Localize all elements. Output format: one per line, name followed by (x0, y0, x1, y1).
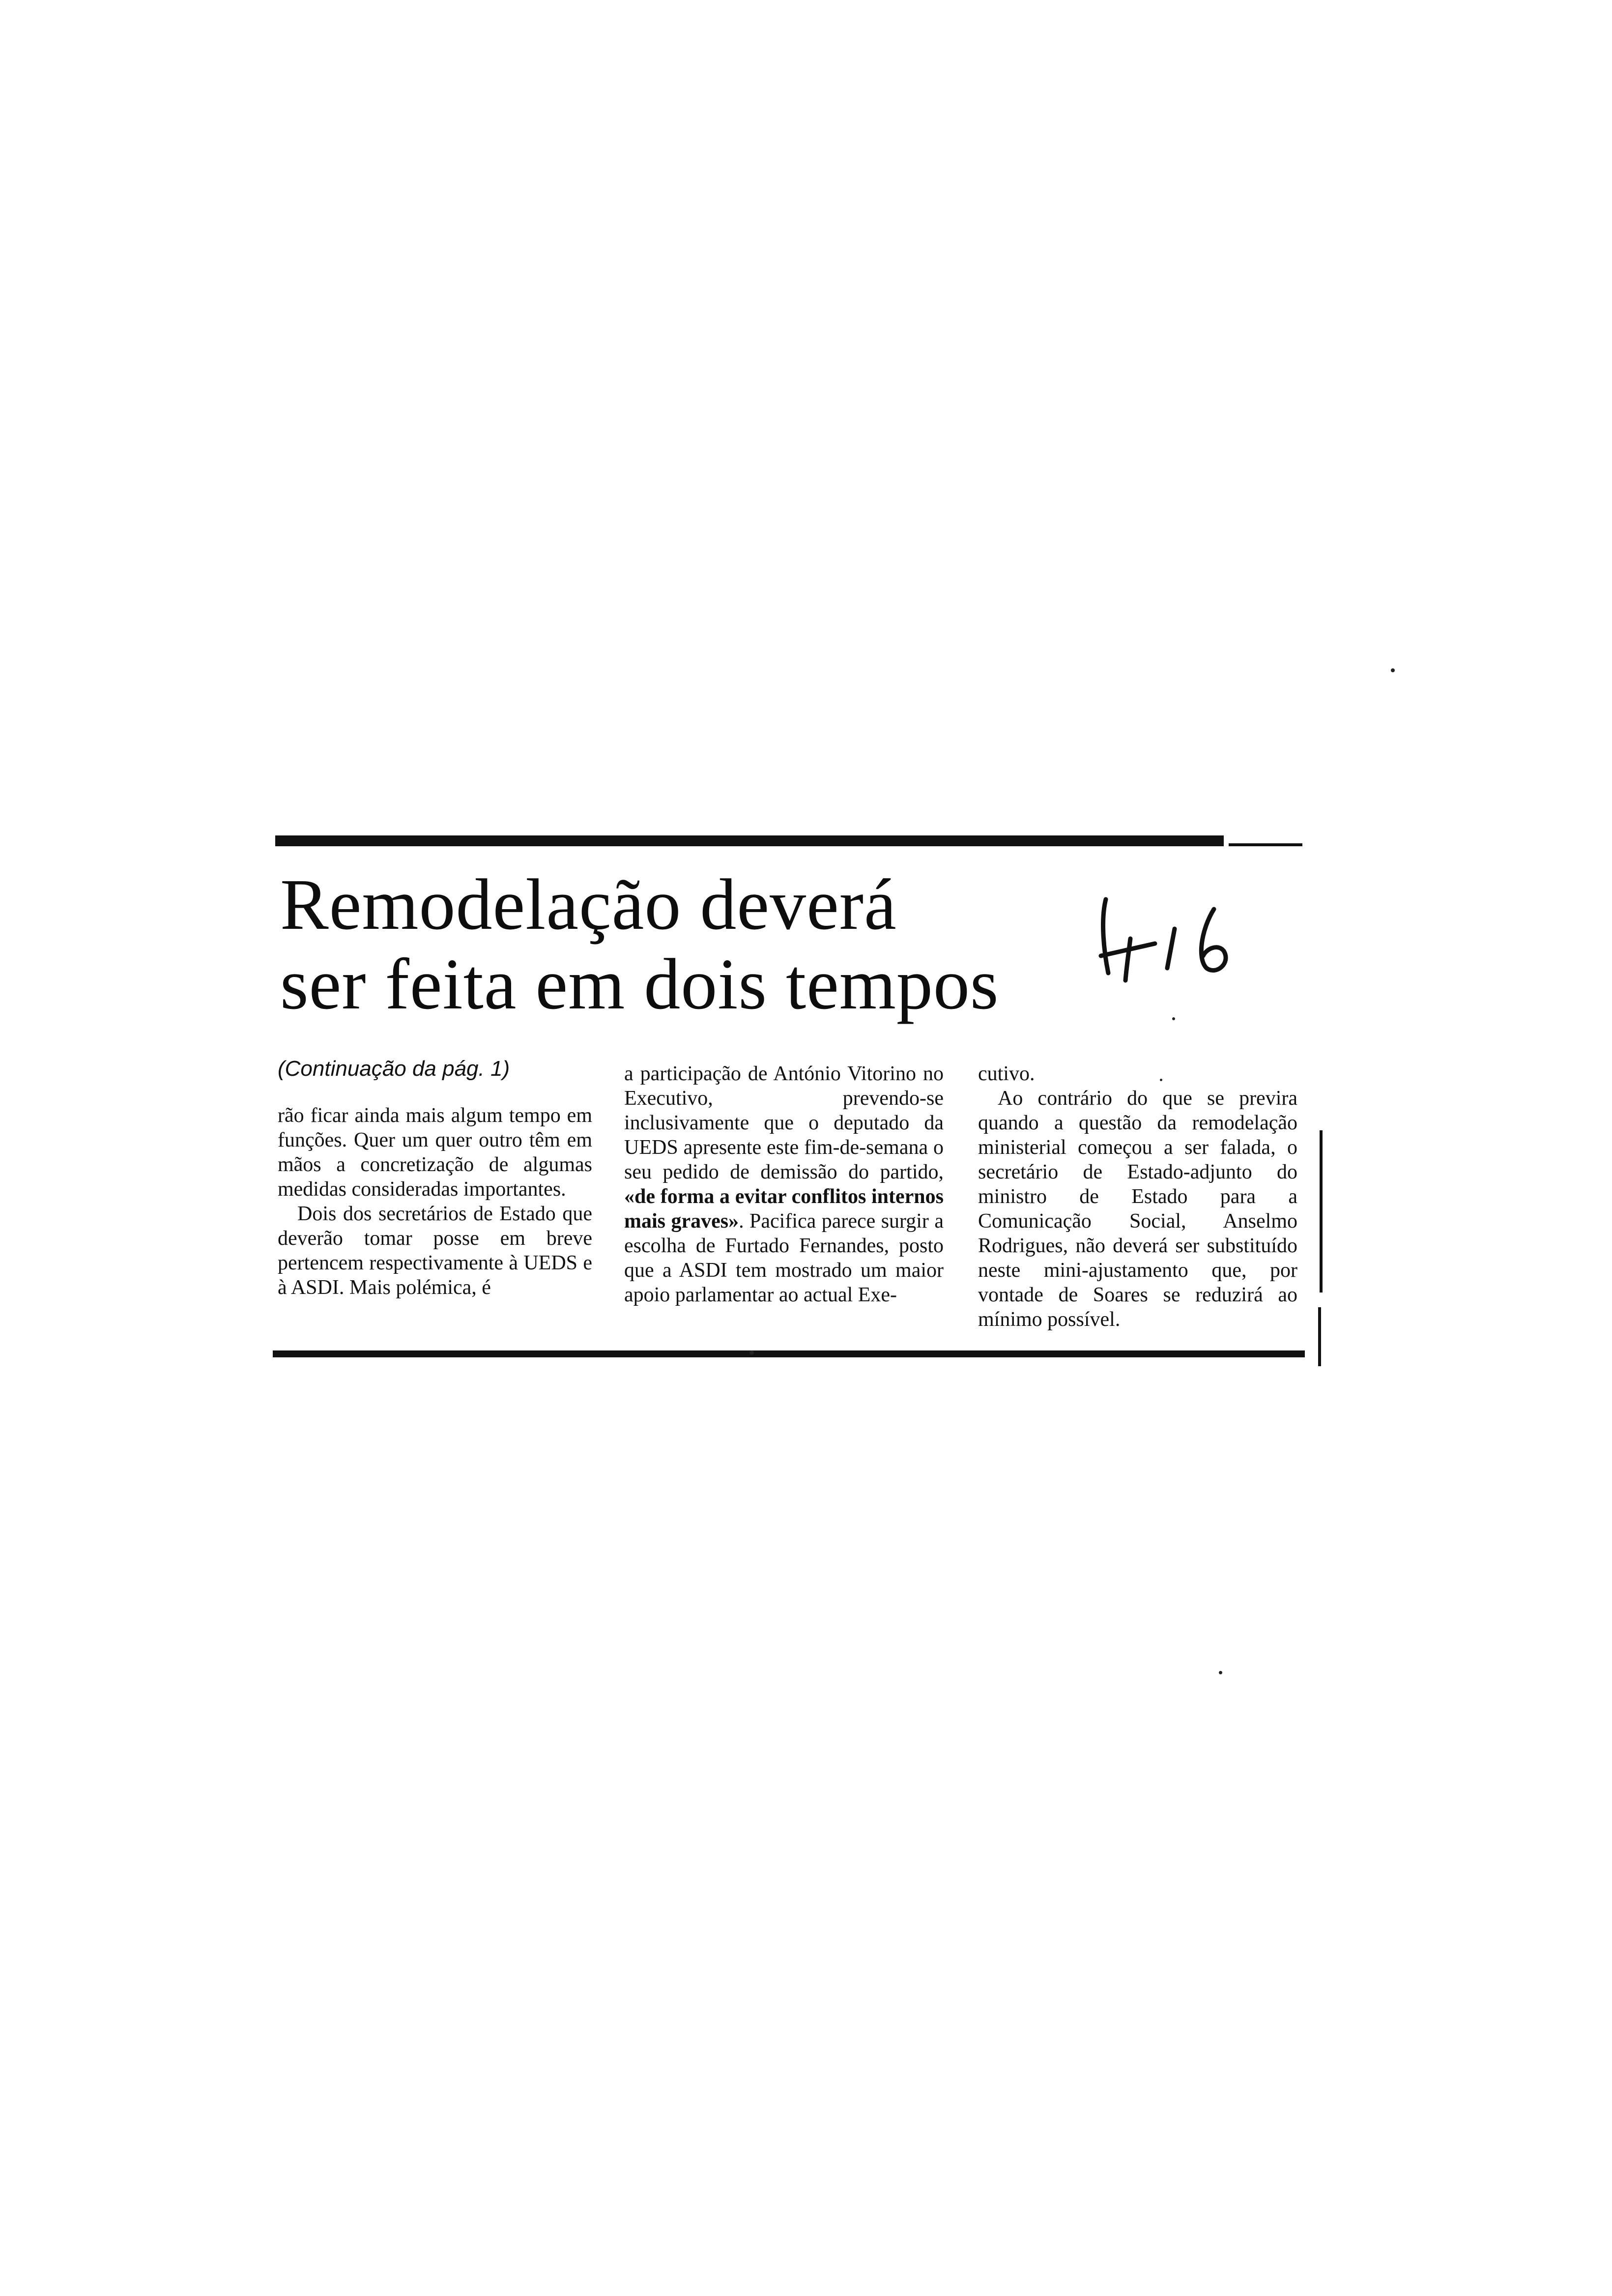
margin-mark-line-lower (1318, 1307, 1321, 1366)
headline-line-2: ser feita em dois tempos (280, 944, 999, 1025)
column-3-paragraph-2: Ao contrário do que se previra quando a questão da remodelação ministerial começou a ser falada, o secretário de Estado-adjunto do ministro de Estado para a Comunicação Social, Anselmo Rodrigues, não deverá ser substituído neste mini-ajustamento que, por vontade de Soares se reduzirá ao mínimo possível. (978, 1087, 1297, 1331)
continuation-caption: (Continuação da pág. 1) (278, 1057, 510, 1081)
column-1-paragraph-2: Dois dos secretários de Estado que deverão tomar posse em breve pertencem respectivamente à UEDS e à ASDI. Mais polémica, é (278, 1203, 592, 1299)
column-2-text-b: . Pacifica parece surgir a escolha de Furtado Fernandes, posto que a ASDI tem mostrado um maior apoio parlamentar ao actual Exe- (624, 1210, 944, 1306)
column-1-paragraph-1: rão ficar ainda mais algum tempo em funções. Quer um quer outro têm em mãos a concretização de algumas medidas consideradas importantes. (278, 1104, 592, 1201)
column-2-text-a: a participação de António Vitorino no Executivo, prevendo-se inclusivamente que o deputado da UEDS apresente este fim-de-semana o seu pedido de demissão do partido, (624, 1062, 944, 1183)
top-rule (275, 835, 1224, 846)
margin-mark-line (1320, 1130, 1323, 1292)
column-2-bold-quote: «de forma a evitar conflitos internos mais graves» (624, 1185, 944, 1233)
article-column-2 (624, 1062, 944, 1307)
column-2-paragraph-1 (624, 1062, 944, 1307)
article-column-1 (278, 1103, 592, 1300)
scan-speck (1219, 1671, 1222, 1674)
scan-speck (1172, 1017, 1175, 1020)
bottom-rule (273, 1350, 1305, 1357)
headline (280, 865, 1214, 1024)
column-3-paragraph-1: cutivo. (978, 1062, 1035, 1085)
headline-line-1: Remodelação deverá (280, 864, 897, 945)
scan-speck (749, 1350, 754, 1355)
top-rule-extension (1229, 843, 1302, 846)
article-column-3 (978, 1062, 1297, 1332)
handwritten-page-note (1096, 890, 1243, 988)
scan-speck (1160, 1079, 1162, 1081)
scan-speck (1391, 668, 1395, 672)
